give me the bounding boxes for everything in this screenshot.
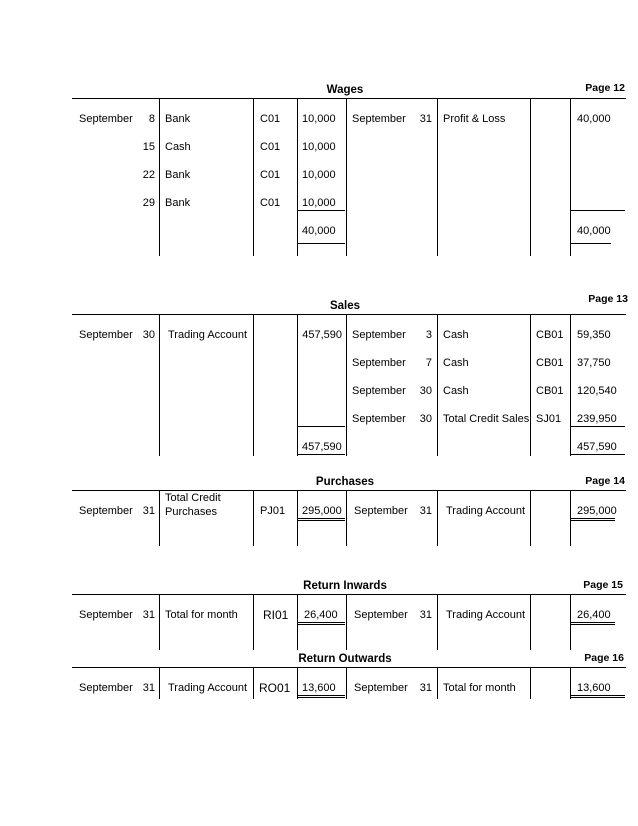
entry-day: 29	[142, 197, 155, 209]
entry-amount: 295,000	[302, 505, 342, 517]
entry-detail: Total Credit Sales	[443, 413, 530, 425]
entry-month: September	[79, 329, 133, 341]
entry-ref: C01	[260, 141, 281, 153]
credit-total: 40,000	[577, 225, 611, 237]
entry-month: September	[352, 113, 406, 125]
entry-detail: Cash	[443, 329, 469, 341]
entry-ref: C01	[260, 169, 281, 181]
entry-detail: Bank	[165, 169, 191, 181]
entry-amount: 13,600	[302, 682, 336, 694]
entry-ref: C01	[260, 113, 281, 125]
entry-detail: Trading Account	[168, 682, 248, 694]
page-number: Page 14	[585, 475, 625, 487]
entry-ref: CB01	[536, 329, 564, 341]
entry-day: 30	[419, 385, 432, 397]
entry-amount: 26,400	[577, 609, 611, 621]
top-rule	[72, 594, 626, 595]
entry-month: September	[354, 682, 408, 694]
entry-month: September	[352, 357, 406, 369]
entry-amount: 10,000	[302, 141, 336, 153]
entry-detail: Cash	[443, 357, 469, 369]
entry-detail: Bank	[165, 197, 191, 209]
entry-month: September	[354, 609, 408, 621]
entry-amount: 295,000	[577, 505, 617, 517]
entry-day: 31	[419, 505, 432, 517]
entry-day: 31	[419, 113, 432, 125]
page-number: Page 15	[583, 579, 623, 591]
account-title: Return Inwards	[303, 580, 387, 592]
entry-amount: 10,000	[302, 113, 336, 125]
entry-ref: CB01	[536, 385, 564, 397]
entry-detail: Bank	[165, 113, 191, 125]
entry-month: September	[79, 609, 133, 621]
entry-day: 3	[425, 329, 432, 341]
entry-month: September	[352, 329, 406, 341]
entry-ref: C01	[260, 197, 281, 209]
entry-day: 30	[419, 413, 432, 425]
entry-month: September	[352, 385, 406, 397]
entry-month: September	[79, 113, 133, 125]
entry-detail: Cash	[443, 385, 469, 397]
entry-amount: 10,000	[302, 197, 336, 209]
entry-month: September	[354, 505, 408, 517]
entry-detail: Trading Account	[168, 329, 248, 341]
entry-day: 31	[419, 682, 432, 694]
entry-ref: SJ01	[536, 413, 562, 425]
top-rule	[72, 98, 626, 99]
debit-total: 40,000	[302, 225, 336, 237]
entry-day: 7	[425, 357, 432, 369]
entry-day: 30	[142, 329, 155, 341]
entry-detail: Profit & Loss	[443, 113, 506, 125]
page-number: Page 16	[584, 652, 624, 664]
entry-day: 31	[142, 682, 155, 694]
entry-ref: CB01	[536, 357, 564, 369]
entry-amount: 239,950	[577, 413, 617, 425]
entry-day: 8	[148, 113, 155, 125]
entry-amount: 40,000	[577, 113, 611, 125]
account-title: Return Outwards	[298, 653, 392, 665]
entry-detail: Total for month	[165, 609, 238, 621]
entry-detail: Total for month	[443, 682, 516, 694]
entry-amount: 59,350	[577, 329, 611, 341]
debit-total: 457,590	[302, 441, 342, 453]
entry-day: 22	[142, 169, 155, 181]
page-number: Page 12	[585, 82, 625, 94]
entry-detail: Total Credit Purchases	[165, 492, 221, 518]
entry-amount: 13,600	[577, 682, 611, 694]
account-title: Sales	[329, 300, 361, 312]
entry-day: 31	[142, 609, 155, 621]
entry-day: 15	[142, 141, 155, 153]
credit-total: 457,590	[577, 441, 617, 453]
entry-detail: Trading Account	[446, 609, 526, 621]
entry-ref: RI01	[263, 608, 289, 622]
entry-month: September	[79, 505, 133, 517]
entry-detail: Cash	[165, 141, 191, 153]
entry-amount: 10,000	[302, 169, 336, 181]
top-rule	[72, 490, 626, 491]
entry-ref: RO01	[259, 681, 291, 695]
entry-amount: 457,590	[302, 329, 342, 341]
entry-amount: 120,540	[577, 385, 617, 397]
top-rule	[72, 314, 626, 315]
entry-amount: 26,400	[304, 609, 338, 621]
entry-month: September	[352, 413, 406, 425]
page-number: Page 13	[588, 293, 628, 305]
account-title: Wages	[326, 84, 364, 96]
account-title: Purchases	[315, 476, 375, 488]
entry-day: 31	[419, 609, 432, 621]
entry-detail: Trading Account	[446, 505, 526, 517]
entry-day: 31	[142, 505, 155, 517]
entry-ref: PJ01	[260, 505, 286, 517]
top-rule	[72, 667, 626, 668]
entry-amount: 37,750	[577, 357, 611, 369]
entry-month: September	[79, 682, 133, 694]
